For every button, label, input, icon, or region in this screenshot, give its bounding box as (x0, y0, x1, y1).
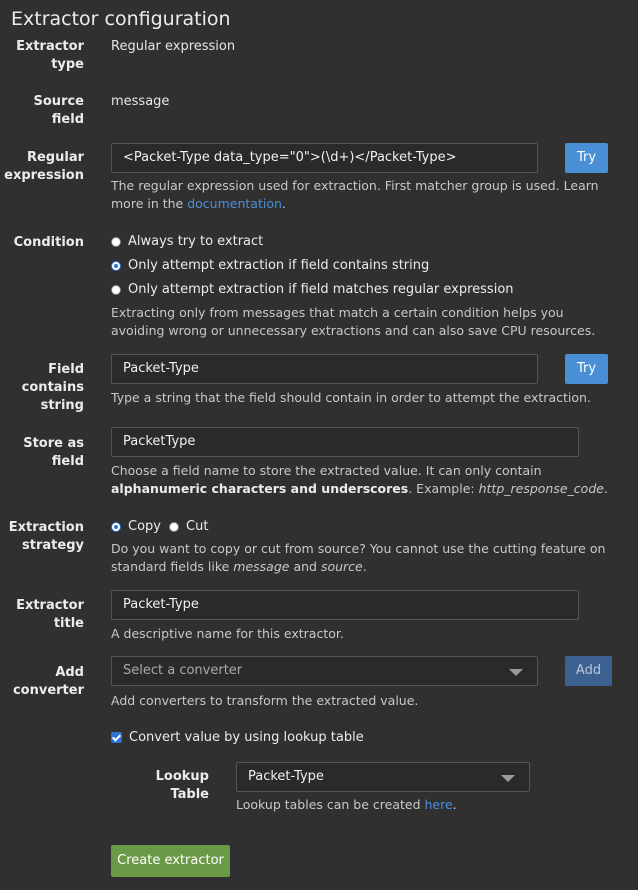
radio-always[interactable] (111, 237, 121, 247)
condition-option-always[interactable] (111, 234, 263, 249)
store-as-help-line-2 (111, 480, 608, 498)
condition-option-label: Only attempt extraction if field matches regular expression (128, 282, 514, 297)
lookup-help (236, 796, 457, 814)
condition-option-contains[interactable] (111, 258, 429, 273)
strategy-help-a: standard fields like (111, 559, 234, 574)
field-contains-input[interactable]: Packet-Type (111, 354, 538, 384)
extractor-title-label: Extractor title (16, 598, 84, 631)
create-extractor-button[interactable]: Create extractor (111, 845, 230, 877)
converter-label: Add converter (12, 665, 84, 698)
converter-select-placeholder: Select a converter (123, 663, 243, 678)
strategy-help-end: . (362, 559, 367, 574)
strategy-option-copy[interactable] (111, 519, 161, 534)
lookup-here-link[interactable]: here (424, 797, 453, 812)
source-field-value: message (111, 94, 170, 109)
condition-help-line-1: Extracting only from messages that match a certain condition helps you (111, 305, 564, 320)
radio-contains[interactable] (111, 261, 121, 271)
extractor-type-label: Extractor type (16, 39, 84, 72)
store-as-help-rest: . Example: (408, 481, 479, 496)
regex-help-text: more in the (111, 196, 188, 211)
radio-copy[interactable] (111, 522, 121, 532)
page-title: Extractor configuration (11, 8, 231, 30)
add-converter-button[interactable]: Add (565, 656, 612, 686)
regex-help-end: . (281, 196, 286, 211)
field-contains-try-button[interactable]: Try (565, 354, 608, 384)
regex-try-button[interactable]: Try (565, 143, 608, 173)
lookup-checkbox-row[interactable] (111, 730, 364, 745)
store-as-help (111, 462, 608, 498)
condition-option-label: Always try to extract (128, 234, 264, 249)
radio-regex[interactable] (111, 285, 121, 295)
strategy-option-cut[interactable] (169, 519, 208, 534)
extractor-title-help: A descriptive name for this extractor. (111, 626, 344, 641)
store-as-help-example: http_response_code (478, 481, 604, 496)
documentation-link[interactable]: documentation (187, 196, 282, 211)
chevron-down-icon (501, 775, 515, 782)
converter-select[interactable] (111, 656, 538, 686)
strategy-help-source: source (320, 559, 363, 574)
condition-help-line-2: avoiding wrong or unnecessary extractions and can also save CPU resources. (111, 323, 596, 338)
condition-option-regex[interactable] (111, 282, 514, 297)
extractor-type-value: Regular expression (111, 39, 236, 54)
lookup-table-label: Lookup Table (155, 769, 209, 802)
lookup-checkbox[interactable] (111, 732, 122, 743)
lookup-table-value: Packet-Type (248, 769, 324, 784)
strategy-option-label: Cut (186, 519, 209, 534)
strategy-option-label: Copy (128, 519, 161, 534)
field-contains-label: Field contains string (21, 362, 84, 413)
lookup-help-end: . (452, 797, 457, 812)
converter-help: Add converters to transform the extracted value. (111, 693, 419, 708)
lookup-checkbox-label: Convert value by using lookup table (129, 730, 364, 745)
extractor-title-input[interactable]: Packet-Type (111, 590, 579, 620)
radio-cut[interactable] (169, 522, 179, 532)
strategy-help (111, 540, 605, 576)
regex-input[interactable]: <Packet-Type data_type="0">(\d+)</Packet-Type> (111, 143, 538, 173)
regex-label: Regular expression (4, 150, 84, 183)
condition-label: Condition (13, 235, 84, 250)
field-contains-help: Type a string that the field should contain in order to attempt the extraction. (111, 390, 591, 405)
regex-help (111, 177, 599, 213)
store-as-help-bold: alphanumeric characters and underscores (111, 481, 409, 496)
strategy-help-and: and (289, 559, 321, 574)
lookup-help-text: Lookup tables can be created (236, 797, 425, 812)
strategy-help-line-1: Do you want to copy or cut from source? You cannot use the cutting feature on (111, 541, 606, 556)
store-as-input[interactable]: PacketType (111, 427, 579, 457)
condition-option-label: Only attempt extraction if field contains string (128, 258, 430, 273)
strategy-help-line-2 (111, 558, 605, 576)
chevron-down-icon (509, 669, 523, 676)
condition-help (111, 304, 595, 340)
regex-help-line-1: The regular expression used for extraction. First matcher group is used. Learn (111, 178, 599, 193)
strategy-label: Extraction strategy (8, 520, 84, 553)
regex-help-line-2 (111, 195, 599, 213)
source-field-label: Source field (33, 94, 84, 127)
store-as-label: Store as field (23, 436, 84, 469)
strategy-help-message: message (233, 559, 290, 574)
store-as-help-end: . (603, 481, 608, 496)
lookup-table-select[interactable] (236, 762, 530, 792)
store-as-help-line-1: Choose a field name to store the extracted value. It can only contain (111, 463, 542, 478)
